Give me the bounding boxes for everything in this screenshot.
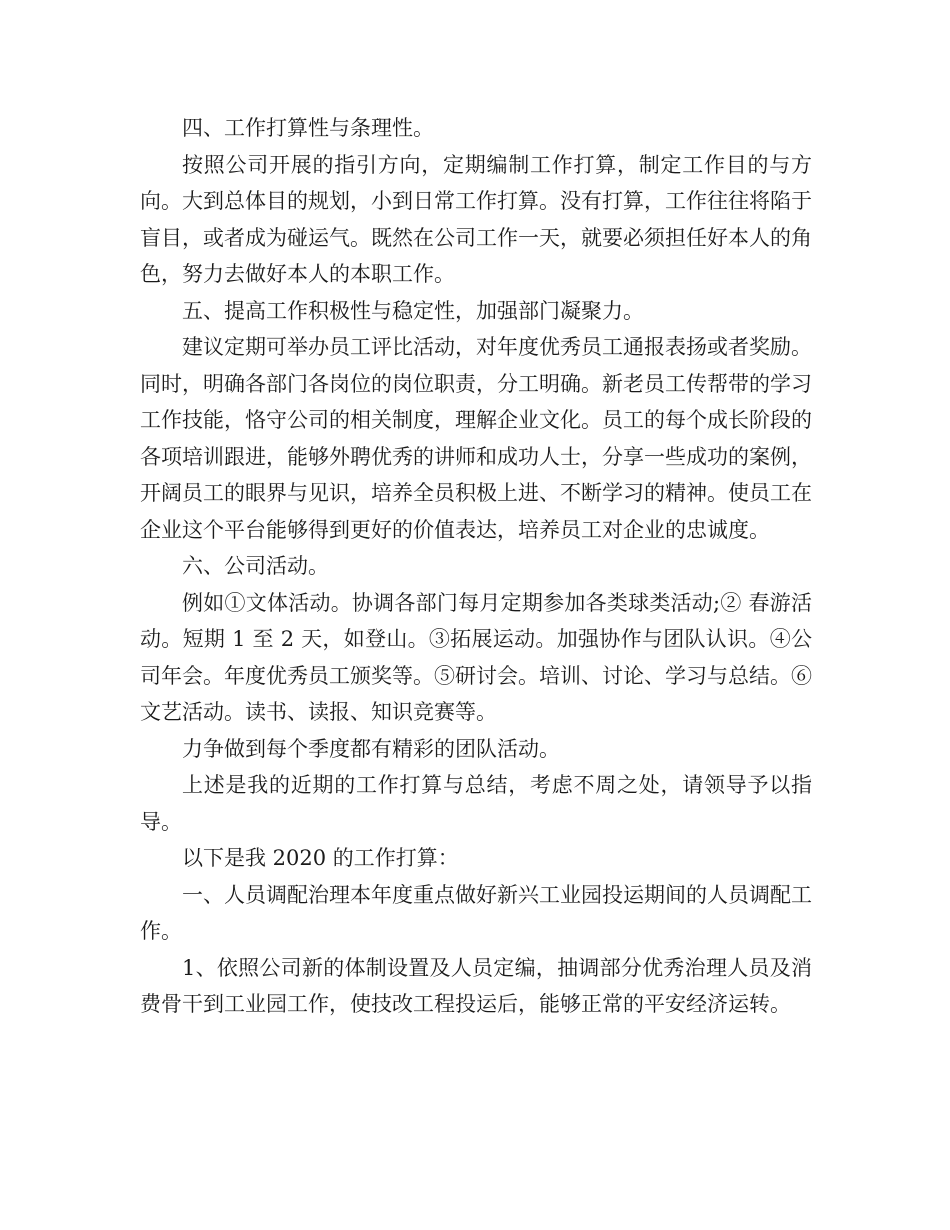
section-heading-staffing: 一、人员调配治理本年度重点做好新兴工业园投运期间的人员调配工作。 bbox=[140, 882, 812, 943]
paragraph-motivation-body: 建议定期可举办员工评比活动，对年度优秀员工通报表扬或者奖励。同时，明确各部门各岗位的岗位职责，分工明确。新老员工传帮带的学习工作技能，恪守公司的相关制度，理解企业文化。员工的每个成长阶段的各项培训跟进，能够外聘优秀的讲师和成功人士，分享一些成功的案例，开阔员工的眼界与见识，培养全员积极上进、不断学习的精神。使员工在企业这个平台能够得到更好的价值表达，培养员工对企业的忠诚度。 bbox=[140, 335, 812, 542]
paragraph-closing-remark: 上述是我的近期的工作打算与总结，考虑不周之处，请领导予以指导。 bbox=[140, 773, 812, 834]
paragraph-planning-body: 按照公司开展的指引方向，定期编制工作打算，制定工作目的与方向。大到总体目的规划，小到日常工作打算。没有打算，工作往往将陷于盲目，或者成为碰运气。既然在公司工作一天，就要必须担任好本人的角色，努力去做好本人的本职工作。 bbox=[140, 152, 812, 286]
document-page bbox=[140, 110, 812, 1023]
paragraph-staffing-item-1: 1、依照公司新的体制设置及人员定编，抽调部分优秀治理人员及消费骨干到工业园工作，使技改工程投运后，能够正常的平安经济运转。 bbox=[140, 955, 812, 1016]
paragraph-plan-intro: 以下是我 2020 的工作打算： bbox=[182, 846, 459, 870]
section-heading-activities: 六、公司活动。 bbox=[182, 554, 329, 578]
paragraph-activities-list: 例如①文体活动。协调各部门每月定期参加各类球类活动;② 春游活动。短期 1 至 2 天，如登山。③拓展运动。加强协作与团队认识。④公司年会。年度优秀员工颁奖等。⑤研讨会。培训、讨论、学习与总结。⑥文艺活动。读书、读报、知识竞赛等。 bbox=[140, 590, 812, 724]
section-heading-motivation: 五、提高工作积极性与稳定性，加强部门凝聚力。 bbox=[182, 298, 644, 323]
paragraph-quarterly-goal: 力争做到每个季度都有精彩的团队活动。 bbox=[182, 736, 560, 761]
section-heading-planning: 四、工作打算性与条理性。 bbox=[182, 116, 434, 140]
